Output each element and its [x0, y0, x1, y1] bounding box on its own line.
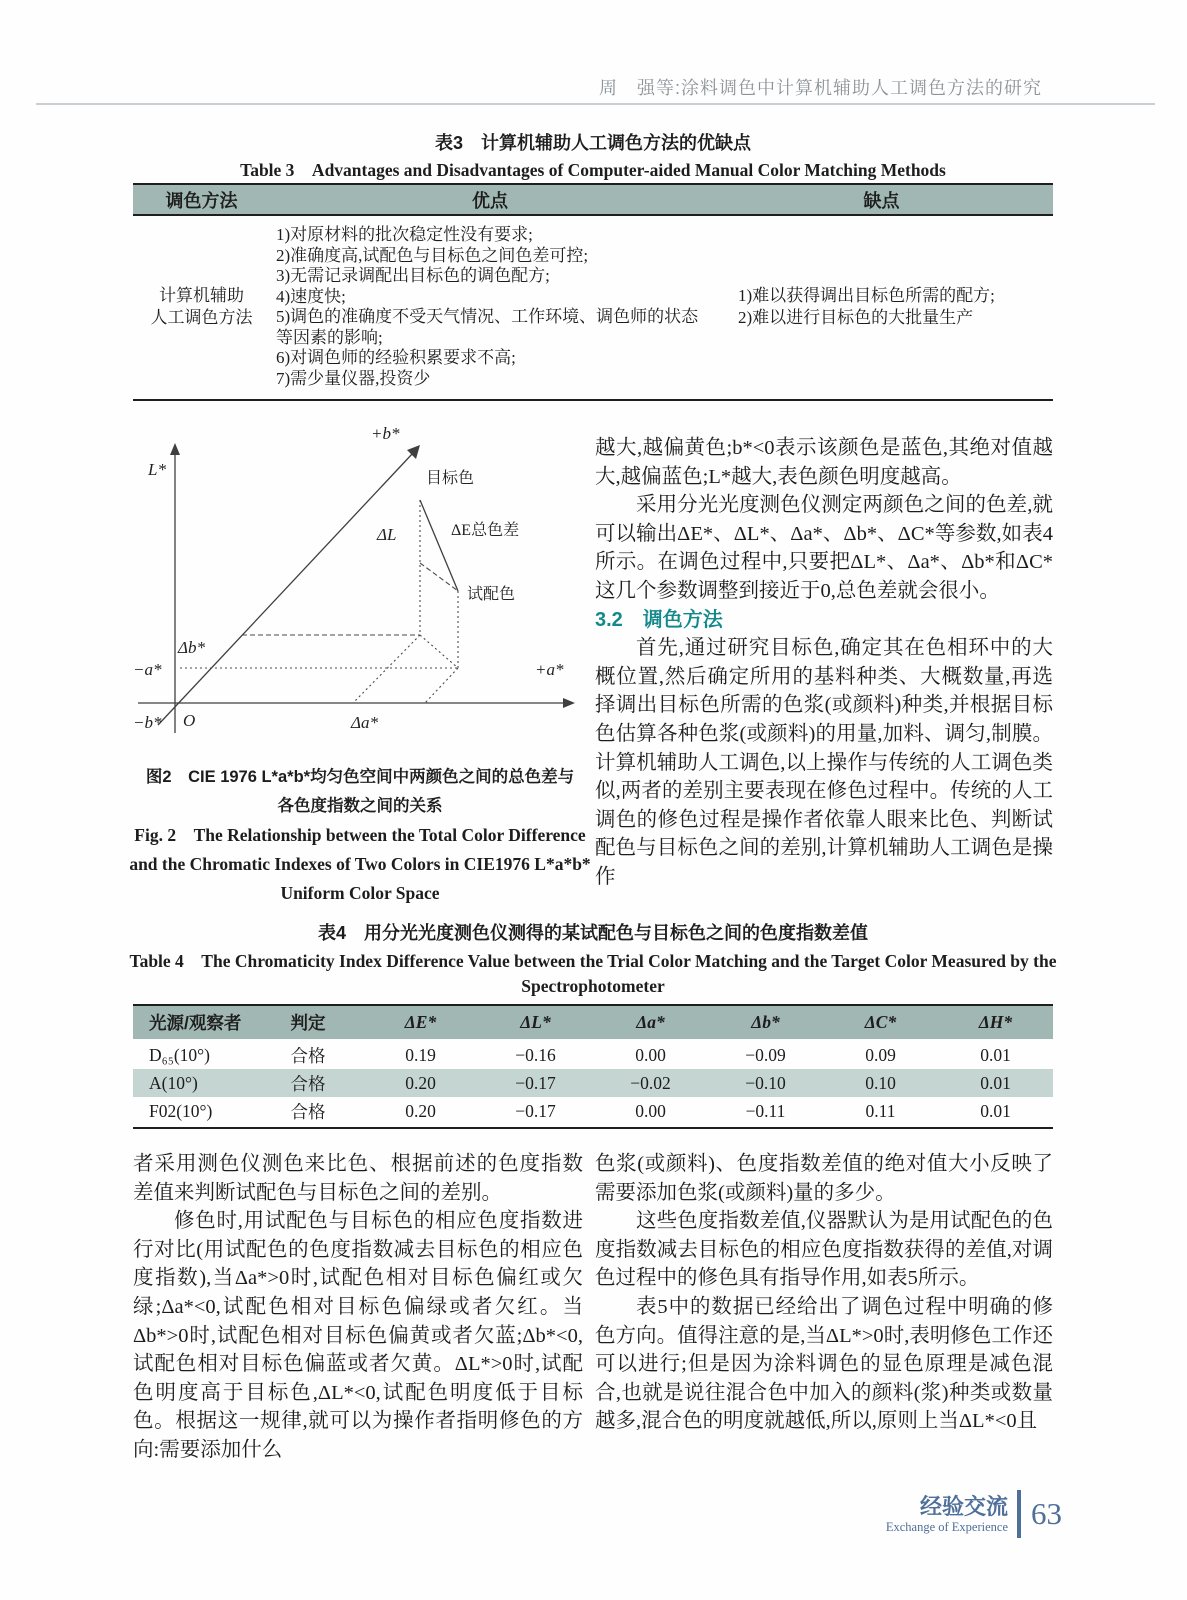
cell-source: F02(10°): [149, 1100, 213, 1121]
advantage-item: 6)对调色师的经验积累要求不高;: [276, 348, 516, 367]
footer-section-en: Exchange of Experience: [885, 1519, 1008, 1534]
disadvantage-item: 1)难以获得调出目标色所需的配方;: [738, 286, 995, 305]
cell-da: 0.00: [635, 1044, 666, 1065]
cell-dH: 0.01: [980, 1072, 1011, 1093]
table3-advantages-cell: [270, 225, 710, 389]
header-rule: [36, 103, 1155, 105]
cell-dE: 0.19: [405, 1044, 436, 1065]
table3-header-disadvantages: 缺点: [863, 190, 900, 211]
cell-dC: 0.09: [865, 1044, 896, 1065]
table4-title-en: Spectrophotometer: [521, 976, 665, 996]
figure2-caption-en: Uniform Color Space: [280, 883, 440, 903]
cell-dE: 0.20: [405, 1072, 436, 1093]
bottom-left-column: [133, 1150, 583, 1465]
footer-divider: [1017, 1490, 1021, 1538]
table3-header-advantages: 优点: [472, 190, 508, 211]
figure-label-delta-a: Δa*: [351, 713, 378, 732]
table3-title-cn: 表3 计算机辅助人工调色方法的优缺点: [434, 133, 751, 153]
running-head: 周 强等:涂料调色中计算机辅助人工调色方法的研究: [599, 78, 1042, 98]
table4-header-source: 光源/观察者: [149, 1013, 242, 1033]
body-paragraph: 越大,越偏黄色;b*<0表示该颜色是蓝色,其绝对值越大,越偏蓝色;L*越大,表色颜色明度越高。: [595, 437, 1053, 488]
table3-body-row: [133, 216, 1053, 401]
body-paragraph: 修色时,用试配色与目标色的相应色度指数进行对比(用试配色的色度指数减去目标色的相应色度指数),当Δa*>0时,试配色相对目标色偏红或欠绿;Δa*<0,试配色相对目标色偏绿或者欠红。当Δb*>0时,试配色相对目标色偏黄或者欠蓝;Δb*<0,试配色相对目标色偏蓝或者欠黄。ΔL*>0时,试配色明度高于目标色,ΔL*<0,试配色明度低于目标色。根据这一规律,就可以为操作者指明修色的方向:需要添加什么: [133, 1210, 583, 1461]
figure-label-plus-a: +a*: [535, 660, 564, 679]
table4-header-dC: ΔC*: [864, 1012, 897, 1032]
cell-da: 0.00: [635, 1100, 666, 1121]
footer-section: [886, 1494, 1008, 1535]
table3: [133, 183, 1053, 401]
advantage-item: 2)准确度高,试配色与目标色之间色差可控;: [276, 245, 589, 265]
cell-judgement: 合格: [290, 1045, 326, 1066]
table-row: [133, 1069, 1053, 1097]
table4-header-da: Δa*: [636, 1012, 665, 1032]
table4-header-dE: ΔE*: [404, 1012, 437, 1032]
figure-label-minus-b: −b*: [133, 713, 162, 732]
body-paragraph: 色浆(或颜料)、色度指数差值的绝对值大小反映了需要添加色浆(或颜料)量的多少。: [595, 1153, 1053, 1204]
table-row: [133, 1097, 1053, 1125]
method-line: 计算机辅助: [159, 286, 244, 305]
footer-section-cn: 经验交流: [919, 1493, 1008, 1519]
bottom-right-column: [595, 1150, 1053, 1436]
figure2-caption-cn: 图2 CIE 1976 L*a*b*均匀色空间中两颜色之间的总色差与: [145, 768, 575, 786]
table3-header-method: 调色方法: [165, 190, 238, 211]
body-paragraph: 这些色度指数差值,仪器默认为是用试配色的色度指数减去目标色的相应色度指数获得的差值,对调色过程中的修色具有指导作用,如表5所示。: [595, 1210, 1053, 1290]
cell-da: −0.02: [630, 1072, 671, 1093]
advantage-item: 3)无需记录调配出目标色的调色配方;: [276, 266, 550, 285]
figure-label-delta-L: ΔL: [377, 525, 397, 544]
cell-judgement: 合格: [290, 1101, 326, 1122]
page-number: 63: [1031, 1496, 1062, 1531]
figure2-caption-cn: 各色度指数之间的关系: [277, 797, 443, 815]
figure2-diagram: [133, 423, 585, 745]
table4-header-dL: ΔL*: [520, 1012, 551, 1032]
cell-dL: −0.17: [515, 1100, 556, 1121]
method-line: 人工调色方法: [150, 308, 253, 327]
cell-dL: −0.16: [515, 1044, 556, 1065]
table4-title-en: Table 4 The Chromaticity Index Difference Value between the Trial Color Matching and the Target Color Measured by the: [129, 951, 1057, 971]
body-paragraph: 表5中的数据已经给出了调色过程中明确的修色方向。值得注意的是,当ΔL*>0时,表明修色工作还可以进行;但是因为涂料调色的显色原理是减色混合,也就是说往混合色中加入的颜料(浆)种类或数量越多,混合色的明度就越低,所以,原则上当ΔL*<0且: [595, 1295, 1053, 1433]
cie-lab-color-space-figure: [133, 423, 585, 745]
figure-label-L-axis: L*: [148, 460, 166, 479]
table3-title-en: Table 3 Advantages and Disadvantages of Computer-aided Manual Color Matching Methods: [240, 160, 946, 180]
body-paragraph: 采用分光光度测色仪测定两颜色之间的色差,就可以输出ΔE*、ΔL*、Δa*、Δb*、ΔC*等参数,如表4所示。在调色过程中,只要把ΔL*、Δa*、Δb*和ΔC*这几个参数调整到接近于0,总色差就会很小。: [595, 494, 1053, 602]
advantage-item: 7)需少量仪器,投资少: [276, 368, 431, 388]
advantage-item: 4)速度快;: [276, 286, 346, 306]
cell-dC: 0.10: [865, 1072, 896, 1093]
cell-db: −0.10: [745, 1072, 786, 1093]
figure2-caption: [105, 763, 615, 908]
page-footer: [886, 1490, 1062, 1538]
table4-header-judgement: 判定: [290, 1013, 326, 1033]
table4-bottom-rule: [133, 1127, 1053, 1129]
figure2-caption-en: Fig. 2 The Relationship between the Total Color Difference: [134, 825, 586, 845]
table3-header-row: [133, 183, 1053, 216]
figure-label-delta-b: Δb*: [178, 638, 205, 657]
table4-title-cn: 表4 用分光光度测色仪测得的某试配色与目标色之间的色度指数差值: [317, 923, 868, 943]
cell-judgement: 合格: [290, 1073, 326, 1094]
table4-header-row: [133, 1004, 1053, 1039]
figure2-caption-en: and the Chromatic Indexes of Two Colors in CIE1976 L*a*b*: [129, 854, 591, 874]
body-paragraph: 首先,通过研究目标色,确定其在色相环中的大概位置,然后确定所用的基料种类、大概数量,再选择调出目标色所需的色浆(或颜料)种类,并根据目标色估算各种色浆(或颜料)的用量,加料、调匀,制膜。计算机辅助人工调色,以上操作与传统的人工调色类似,两者的差别主要表现在修色过程中。传统的人工调色的修色过程是操作者依靠人眼来比色、判断试配色与目标色之间的差别,计算机辅助人工调色是操作: [595, 637, 1053, 888]
figure-label-delta-E: ΔE总色差: [451, 522, 520, 539]
figure-label-minus-a: −a*: [133, 660, 162, 679]
table3-disadvantages-cell: [710, 225, 1053, 389]
cell-source: A(10°): [149, 1072, 198, 1093]
cell-dH: 0.01: [980, 1044, 1011, 1065]
cell-dC: 0.11: [865, 1100, 896, 1121]
cell-db: −0.09: [745, 1044, 786, 1065]
advantage-item: 1)对原材料的批次稳定性没有要求;: [276, 225, 533, 244]
figure-label-target-color: 目标色: [426, 470, 475, 487]
advantage-item: 5)调色的准确度不受天气情况、工作环境、调色师的状态等因素的影响;: [276, 307, 699, 347]
table3-method-cell: [133, 225, 270, 389]
figure-label-trial-color: 试配色: [467, 586, 516, 603]
body-paragraph: 者采用测色仪测色来比色、根据前述的色度指数差值来判断试配色与目标色之间的差别。: [133, 1153, 583, 1204]
cell-dL: −0.17: [515, 1072, 556, 1093]
right-column-top: [595, 434, 1053, 892]
figure-label-plus-b: +b*: [371, 424, 400, 443]
table-row: [133, 1041, 1053, 1069]
table4-header-db: Δb*: [751, 1012, 780, 1032]
table4: [133, 1004, 1053, 1129]
cell-dH: 0.01: [980, 1100, 1011, 1121]
cell-source: D₆₅(10°): [149, 1044, 210, 1065]
table4-header-dH: ΔH*: [978, 1012, 1013, 1032]
cell-db: −0.11: [745, 1100, 786, 1121]
disadvantage-item: 2)难以进行目标色的大批量生产: [738, 308, 974, 327]
cell-dE: 0.20: [405, 1100, 436, 1121]
figure-label-origin: O: [183, 711, 196, 730]
section-heading-3-2: 3.2 调色方法: [595, 608, 723, 631]
